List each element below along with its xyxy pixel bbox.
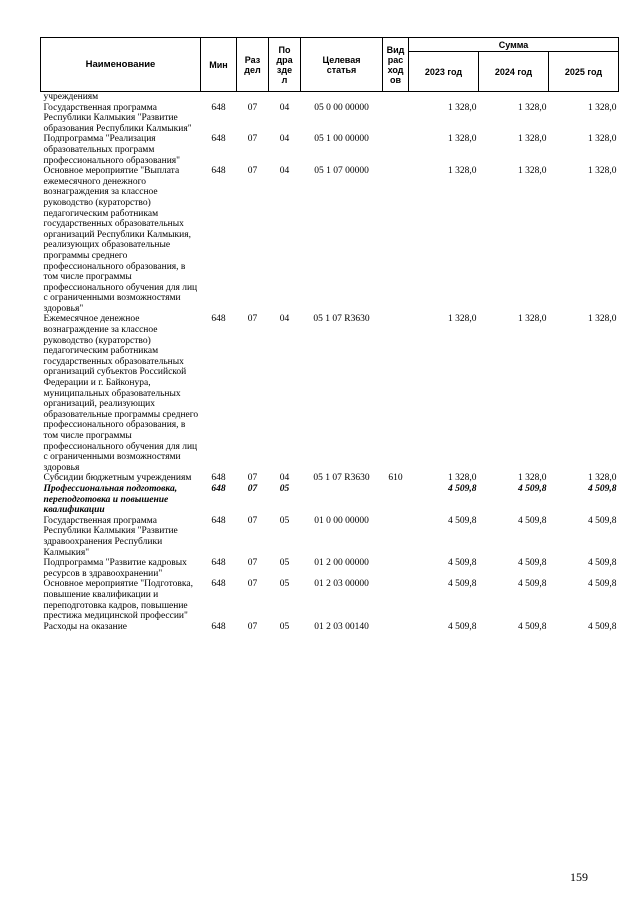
cell-razdel: 07: [247, 314, 258, 325]
cell-name: Основное мероприятие "Выплата ежемесячного денежного вознаграждения за классное руководство (кураторство) педагогическим работникам государственных образовательных организаций Республики Калмыкия, реализующих образовательные программы среднего профессионального образования, в том числе программы профессионального обучения для лиц с ограниченными возможностями здоровья": [43, 166, 198, 314]
cell-sum-2023: 4 509,8: [448, 579, 477, 590]
cell-min: 648: [211, 483, 226, 494]
cell-target: 05 1 07 00000: [314, 166, 369, 177]
cell-vid: [383, 314, 409, 473]
header-razdel-line: дел: [244, 64, 261, 75]
cell-min: 648: [211, 473, 226, 484]
cell-name: Государственная программа Республики Калмыкия "Развитие образования Республики Калмыкия": [43, 102, 192, 134]
cell-min: [201, 92, 237, 103]
header-podrazdel-line: л: [281, 74, 288, 85]
cell-min: 648: [211, 558, 226, 569]
cell-sum-2024: 4 509,8: [518, 558, 547, 569]
cell-podrazdel: 05: [279, 483, 290, 494]
page-number: 159: [570, 870, 588, 884]
header-podrazdel: [269, 38, 301, 92]
cell-target: [301, 484, 383, 516]
cell-razdel: 07: [247, 166, 258, 177]
cell-name: Государственная программа Республики Калмыкия "Развитие здравоохранения Республики Калмыкия": [43, 515, 178, 558]
header-vid-line: рас: [387, 54, 404, 65]
cell-min: 648: [211, 621, 226, 632]
table-row: [41, 473, 619, 484]
cell-target: 05 1 00 00000: [314, 134, 369, 145]
cell-razdel: 07: [247, 483, 258, 494]
cell-sum-2024: 4 509,8: [518, 515, 547, 526]
header-razdel-line: Раз: [244, 54, 261, 65]
cell-sum-2024: [479, 92, 549, 103]
cell-sum-2024: 4 509,8: [518, 483, 547, 494]
cell-podrazdel: 04: [279, 134, 290, 145]
cell-sum-2023: 1 328,0: [448, 102, 477, 113]
cell-razdel: 07: [247, 558, 258, 569]
cell-sum-2025: 4 509,8: [588, 558, 617, 569]
cell-name: Расходы на оказание: [43, 621, 128, 632]
cell-sum-2023: 4 509,8: [448, 483, 477, 494]
cell-target: 01 0 00 00000: [314, 515, 369, 526]
cell-sum-2025: 4 509,8: [588, 621, 617, 632]
cell-sum-2024: 1 328,0: [518, 166, 547, 177]
cell-podrazdel: 04: [279, 102, 290, 113]
cell-vid: [383, 558, 409, 579]
cell-sum-2025: [549, 92, 619, 103]
cell-sum-2024: 4 509,8: [518, 621, 547, 632]
cell-podrazdel: 04: [279, 166, 290, 177]
table-row: [41, 166, 619, 314]
header-podrazdel-line: зде: [276, 64, 293, 75]
header-sum: Сумма: [409, 38, 619, 52]
header-razdel: [237, 38, 269, 92]
cell-sum-2025: 4 509,8: [588, 515, 617, 526]
cell-name: учреждениям: [43, 92, 99, 102]
cell-razdel: [237, 92, 269, 103]
cell-razdel: 07: [247, 102, 258, 113]
header-vid: [383, 38, 409, 92]
cell-sum-2023: 4 509,8: [448, 558, 477, 569]
cell-podrazdel: 05: [279, 558, 290, 569]
cell-podrazdel: 05: [279, 579, 290, 590]
cell-podrazdel: 04: [279, 314, 290, 325]
cell-sum-2025: 1 328,0: [588, 102, 617, 113]
table-row: [41, 516, 619, 558]
cell-podrazdel: [269, 92, 301, 103]
budget-table: [40, 37, 619, 632]
header-podrazdel-line: дра: [276, 54, 293, 65]
header-2024: 2024 год: [479, 52, 549, 92]
cell-min: 648: [211, 579, 226, 590]
table-body: [41, 92, 619, 633]
table-row: [41, 484, 619, 516]
cell-vid: [383, 516, 409, 558]
cell-sum-2023: 1 328,0: [448, 166, 477, 177]
header-podrazdel-line: По: [278, 44, 291, 55]
cell-vid: 610: [388, 473, 403, 484]
cell-sum-2025: 1 328,0: [588, 473, 617, 484]
table-row: [41, 558, 619, 579]
budget-document: [40, 37, 618, 632]
table-row: [41, 103, 619, 135]
cell-target: 01 2 00 00000: [314, 558, 369, 569]
cell-sum-2023: 4 509,8: [448, 515, 477, 526]
cell-sum-2023: 1 328,0: [448, 314, 477, 325]
cell-sum-2024: 1 328,0: [518, 134, 547, 145]
cell-sum-2024: 1 328,0: [518, 102, 547, 113]
cell-sum-2023: 1 328,0: [448, 134, 477, 145]
cell-vid: [383, 103, 409, 135]
cell-vid: [383, 134, 409, 166]
cell-vid: [383, 484, 409, 516]
table-row: [41, 622, 619, 633]
header-min: Мин: [201, 38, 237, 92]
cell-name: Подпрограмма "Развитие кадровых ресурсов в здравоохранении": [43, 558, 187, 579]
cell-sum-2024: 4 509,8: [518, 579, 547, 590]
cell-vid: [383, 622, 409, 633]
cell-min: 648: [211, 166, 226, 177]
header-target: [301, 38, 383, 92]
cell-sum-2024: 1 328,0: [518, 473, 547, 484]
table-row: [41, 579, 619, 621]
cell-sum-2025: 1 328,0: [588, 314, 617, 325]
cell-vid: [383, 92, 409, 103]
cell-target: 01 2 03 00140: [314, 621, 369, 632]
header-vid-line: ов: [389, 74, 402, 85]
cell-podrazdel: 04: [279, 473, 290, 484]
header-target-line: статья: [326, 64, 357, 75]
cell-sum-2024: 1 328,0: [518, 314, 547, 325]
cell-target: [301, 92, 383, 103]
cell-razdel: 07: [247, 579, 258, 590]
cell-min: 648: [211, 314, 226, 325]
cell-name: Профессиональная подготовка, переподготовка и повышение квалификации: [43, 483, 178, 516]
table-row: [41, 314, 619, 473]
table-row: [41, 134, 619, 166]
cell-vid: [383, 579, 409, 621]
cell-min: 648: [211, 102, 226, 113]
header-2023: 2023 год: [409, 52, 479, 92]
cell-target: 05 1 07 R3630: [313, 314, 370, 325]
cell-sum-2025: 4 509,8: [588, 483, 617, 494]
cell-target: 01 2 03 00000: [314, 579, 369, 590]
header-vid-line: Вид: [386, 44, 405, 55]
cell-razdel: 07: [247, 134, 258, 145]
cell-sum-2025: 1 328,0: [588, 166, 617, 177]
cell-name: Подпрограмма "Реализация образовательных программ профессионального образования": [43, 134, 181, 166]
cell-podrazdel: 05: [279, 621, 290, 632]
cell-target: 05 0 00 00000: [314, 102, 369, 113]
cell-sum-2025: 4 509,8: [588, 579, 617, 590]
header-2025: 2025 год: [549, 52, 619, 92]
header-target-line: Целевая: [322, 54, 361, 65]
cell-target: 05 1 07 R3630: [313, 473, 370, 484]
cell-name: Ежемесячное денежное вознаграждение за классное руководство (кураторство) педагогическим работникам государственных образовательных организаций субъектов Российской Федерации и г. Байконура, муниципальных образовательных организаций, реализующих образовательные программы среднего профессионального образования, в том числе программы профессионального обучения для лиц с ограниченными возможностями здоровья: [43, 314, 199, 473]
cell-min: 648: [211, 515, 226, 526]
cell-name: Основное мероприятие "Подготовка, повышение квалификации и переподготовка кадров, повышение престижа медицинской профессии": [43, 579, 193, 622]
table-header: [41, 38, 619, 92]
cell-min: 648: [211, 134, 226, 145]
table-row: [41, 92, 619, 103]
cell-razdel: 07: [247, 621, 258, 632]
cell-vid: [383, 166, 409, 314]
cell-razdel: 07: [247, 473, 258, 484]
header-vid-line: ход: [387, 64, 404, 75]
cell-sum-2025: 1 328,0: [588, 134, 617, 145]
cell-name: Субсидии бюджетным учреждениям: [43, 473, 192, 484]
cell-razdel: 07: [247, 515, 258, 526]
cell-sum-2023: 4 509,8: [448, 621, 477, 632]
cell-sum-2023: 1 328,0: [448, 473, 477, 484]
cell-sum-2023: [409, 92, 479, 103]
cell-podrazdel: 05: [279, 515, 290, 526]
header-name: Наименование: [41, 38, 201, 92]
